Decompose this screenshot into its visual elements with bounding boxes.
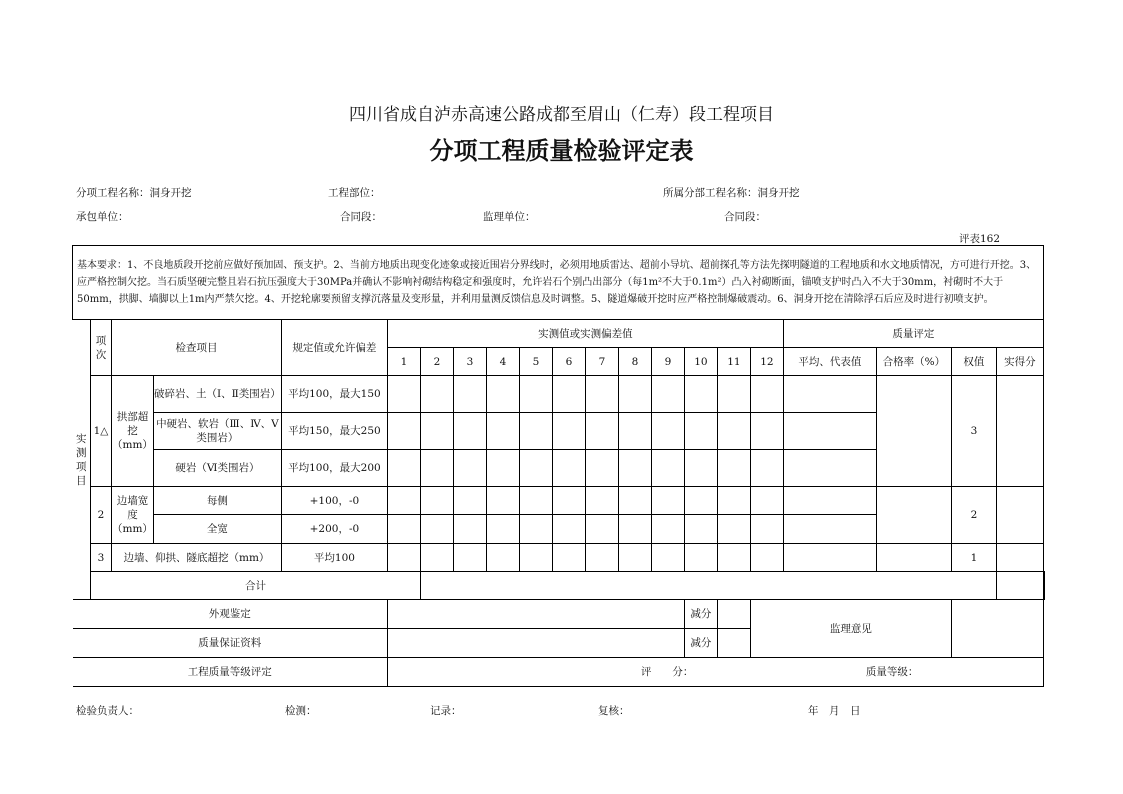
row1a-item: 破碎岩、土（Ⅰ、Ⅱ类围岩） (153, 376, 281, 413)
row1b-measure-9[interactable] (651, 413, 684, 450)
total-score[interactable] (1043, 572, 1044, 600)
recorder-label: 记录： (430, 705, 462, 717)
contract-section-1: 合同段： (340, 211, 382, 223)
row2-pass-rate[interactable] (876, 487, 951, 544)
supervision-opinion-value[interactable] (951, 600, 1043, 658)
work-location: 工程部位： (328, 187, 381, 199)
row2b-average[interactable] (783, 515, 876, 544)
row1-score[interactable] (996, 376, 1043, 487)
row1c-measure-10[interactable] (684, 450, 717, 487)
row3-measure-4[interactable] (486, 544, 519, 572)
row2-category: 边墙宽度（mm） (112, 487, 154, 544)
row3-measure-12[interactable] (750, 544, 783, 572)
total-value[interactable] (420, 572, 996, 600)
row1a-measure-3[interactable] (453, 376, 486, 413)
supervision-opinion-label: 监理意见 (750, 600, 951, 658)
row1c-average[interactable] (783, 450, 876, 487)
row3-measure-8[interactable] (618, 544, 651, 572)
form-number: 评表162 (959, 233, 1001, 245)
basic-requirements: 基本要求：1、不良地质段开挖前应做好预加固、预支护。2、当前方地质出现变化迹象或接近围岩分界线时，必须用地质雷达、超前小导坑、超前探孔等方法先探明隧道的工程地质和水文地质情况，方可进行开挖。3、应严格控制欠挖。当石质坚硬完整且岩石抗压强度大于30MPa并确认不影响衬砌结构稳定和强度时，允许岩石个别凸出部分（每1m²不大于0.1m²）凸入衬砌断面，锚喷支护时凸入不大于30mm，衬砌时不大于50mm，拱脚、墙脚以上1m内严禁欠挖。4、开挖轮廓要预留支撑沉落量及变形量，并利用量测反馈信息及时调整。5、隧道爆破开挖时应严格控制爆破震动。6、洞身开挖在清除浮石后应及时进行初喷支护。 (73, 246, 1044, 320)
row1c-measure-4[interactable] (486, 450, 519, 487)
inspection-table (72, 245, 1045, 687)
measure-col-9: 9 (651, 348, 684, 376)
row1c-measure-6[interactable] (552, 450, 585, 487)
row1c-measure-5[interactable] (519, 450, 552, 487)
quality-docs-value[interactable] (387, 629, 684, 658)
row1b-measure-4[interactable] (486, 413, 519, 450)
row1b-measure-10[interactable] (684, 413, 717, 450)
row1a-measure-4[interactable] (486, 376, 519, 413)
row2-weight: 2 (951, 487, 996, 544)
row1-weight: 3 (951, 376, 996, 487)
row1a-measure-5[interactable] (519, 376, 552, 413)
row2b-measure-11[interactable] (717, 515, 750, 544)
row1a-measure-6[interactable] (552, 376, 585, 413)
row2b-measure-2[interactable] (420, 515, 453, 544)
row3-measure-11[interactable] (717, 544, 750, 572)
tester-label: 检测： (285, 705, 317, 717)
row3-weight: 1 (951, 544, 996, 572)
project-title: 四川省成自泸赤高速公路成都至眉山（仁寿）段工程项目 (349, 105, 774, 125)
row1c-measure-2[interactable] (420, 450, 453, 487)
measure-col-6: 6 (552, 348, 585, 376)
row1a-measure-1[interactable] (387, 376, 420, 413)
row2a-measure-6[interactable] (552, 487, 585, 515)
item-number-header: 项次 (91, 320, 112, 376)
row2a-measure-7[interactable] (585, 487, 618, 515)
weight-header: 权值 (951, 348, 996, 376)
spec-header: 规定值或允许偏差 (281, 320, 387, 376)
measure-col-4: 4 (486, 348, 519, 376)
measure-col-11: 11 (717, 348, 750, 376)
total-weight[interactable] (996, 572, 1043, 600)
row1c-measure-1[interactable] (387, 450, 420, 487)
row1c-measure-3[interactable] (453, 450, 486, 487)
docs-deduct-label: 减分 (684, 629, 717, 658)
row2a-measure-11[interactable] (717, 487, 750, 515)
row2b-measure-8[interactable] (618, 515, 651, 544)
row2-score[interactable] (996, 487, 1043, 544)
pass-rate-header: 合格率（%） (876, 348, 951, 376)
average-header: 平均、代表值 (783, 348, 876, 376)
row2b-item: 全宽 (153, 515, 281, 544)
measure-col-3: 3 (453, 348, 486, 376)
row2-number: 2 (91, 487, 112, 544)
row3-average[interactable] (783, 544, 876, 572)
row1b-measure-7[interactable] (585, 413, 618, 450)
row3-pass-rate[interactable] (876, 544, 951, 572)
row2a-measure-3[interactable] (453, 487, 486, 515)
row3-score[interactable] (996, 544, 1043, 572)
row2a-measure-9[interactable] (651, 487, 684, 515)
row3-measure-5[interactable] (519, 544, 552, 572)
row2a-measure-5[interactable] (519, 487, 552, 515)
row1a-measure-7[interactable] (585, 376, 618, 413)
contract-section-2: 合同段： (724, 211, 766, 223)
subproject-name: 分项工程名称：洞身开挖 (76, 187, 192, 199)
row2b-measure-1[interactable] (387, 515, 420, 544)
appearance-deduct-value[interactable] (717, 600, 750, 629)
appearance-deduct-label: 减分 (684, 600, 717, 629)
parent-project-name: 所属分部工程名称：洞身开挖 (663, 187, 800, 199)
row3-measure-9[interactable] (651, 544, 684, 572)
row2a-measure-10[interactable] (684, 487, 717, 515)
row2b-measure-9[interactable] (651, 515, 684, 544)
grade-assessment-label: 工程质量等级评定 (73, 658, 388, 687)
quality-level-label: 质量等级： (865, 666, 919, 678)
row3-measure-1[interactable] (387, 544, 420, 572)
row2b-measure-12[interactable] (750, 515, 783, 544)
row1a-measure-8[interactable] (618, 376, 651, 413)
supervisor-unit: 监理单位： (483, 211, 536, 223)
measure-col-12: 12 (750, 348, 783, 376)
row1-category: 拱部超挖（mm） (112, 376, 154, 487)
row1b-spec: 平均150，最大250 (281, 413, 387, 450)
row1b-item: 中硬岩、软岩（Ⅲ、Ⅳ、Ⅴ类围岩） (153, 413, 281, 450)
total-label: 合计 (91, 572, 421, 600)
measure-col-10: 10 (684, 348, 717, 376)
row1b-measure-12[interactable] (750, 413, 783, 450)
row1b-measure-6[interactable] (552, 413, 585, 450)
quality-docs-label: 质量保证资料 (73, 629, 388, 658)
row1a-measure-11[interactable] (717, 376, 750, 413)
row1b-measure-5[interactable] (519, 413, 552, 450)
row3-number: 3 (91, 544, 112, 572)
row1b-average[interactable] (783, 413, 876, 450)
row1a-measure-9[interactable] (651, 376, 684, 413)
row2b-measure-4[interactable] (486, 515, 519, 544)
grade-assessment-value[interactable] (387, 658, 1043, 687)
row1c-measure-8[interactable] (618, 450, 651, 487)
row1c-spec: 平均100，最大200 (281, 450, 387, 487)
contractor: 承包单位： (76, 211, 129, 223)
row1c-measure-12[interactable] (750, 450, 783, 487)
form-title: 分项工程质量检验评定表 (429, 136, 694, 165)
measure-col-7: 7 (585, 348, 618, 376)
row1-number: 1△ (91, 376, 112, 487)
row1a-measure-12[interactable] (750, 376, 783, 413)
row1a-average[interactable] (783, 376, 876, 413)
measure-col-1: 1 (387, 348, 420, 376)
row2b-measure-5[interactable] (519, 515, 552, 544)
measure-col-2: 2 (420, 348, 453, 376)
row2a-measure-1[interactable] (387, 487, 420, 515)
row1b-measure-11[interactable] (717, 413, 750, 450)
row2b-measure-6[interactable] (552, 515, 585, 544)
reviewer-label: 复核： (598, 705, 630, 717)
measure-col-5: 5 (519, 348, 552, 376)
measured-values-header: 实测值或实测偏差值 (387, 320, 783, 348)
row1c-measure-11[interactable] (717, 450, 750, 487)
row1b-measure-8[interactable] (618, 413, 651, 450)
row2a-measure-12[interactable] (750, 487, 783, 515)
row1a-spec: 平均100，最大150 (281, 376, 387, 413)
row2b-measure-7[interactable] (585, 515, 618, 544)
score-header: 实得分 (996, 348, 1043, 376)
row3-measure-7[interactable] (585, 544, 618, 572)
row3-measure-3[interactable] (453, 544, 486, 572)
appearance-label: 外观鉴定 (73, 600, 388, 629)
quality-assessment-header: 质量评定 (783, 320, 1043, 348)
row2a-measure-8[interactable] (618, 487, 651, 515)
row1a-measure-10[interactable] (684, 376, 717, 413)
row2a-measure-2[interactable] (420, 487, 453, 515)
row1c-measure-9[interactable] (651, 450, 684, 487)
row3-spec: 平均100 (281, 544, 387, 572)
row1c-measure-7[interactable] (585, 450, 618, 487)
row1a-measure-2[interactable] (420, 376, 453, 413)
measure-col-8: 8 (618, 348, 651, 376)
appearance-value[interactable] (387, 600, 684, 629)
row2b-spec: +200，-0 (281, 515, 387, 544)
measured-items-label: 实测项目 (73, 320, 91, 600)
inspector-label: 检验负责人： (76, 705, 139, 717)
row3-measure-2[interactable] (420, 544, 453, 572)
row3-measure-6[interactable] (552, 544, 585, 572)
row2a-average[interactable] (783, 487, 876, 515)
row3-item: 边墙、仰拱、隧底超挖（mm） (112, 544, 282, 572)
date-label: 年 月 日 (808, 705, 861, 717)
row2a-measure-4[interactable] (486, 487, 519, 515)
check-item-header: 检查项目 (112, 320, 282, 376)
row1b-measure-3[interactable] (453, 413, 486, 450)
row2b-measure-3[interactable] (453, 515, 486, 544)
row2a-item: 每侧 (153, 487, 281, 515)
row1b-measure-1[interactable] (387, 413, 420, 450)
row1b-measure-2[interactable] (420, 413, 453, 450)
row2b-measure-10[interactable] (684, 515, 717, 544)
row3-measure-10[interactable] (684, 544, 717, 572)
docs-deduct-value[interactable] (717, 629, 750, 658)
row1-pass-rate[interactable] (876, 376, 951, 487)
row1c-item: 硬岩（Ⅵ类围岩） (153, 450, 281, 487)
row2a-spec: +100，-0 (281, 487, 387, 515)
score-label: 评 分： (640, 666, 694, 678)
